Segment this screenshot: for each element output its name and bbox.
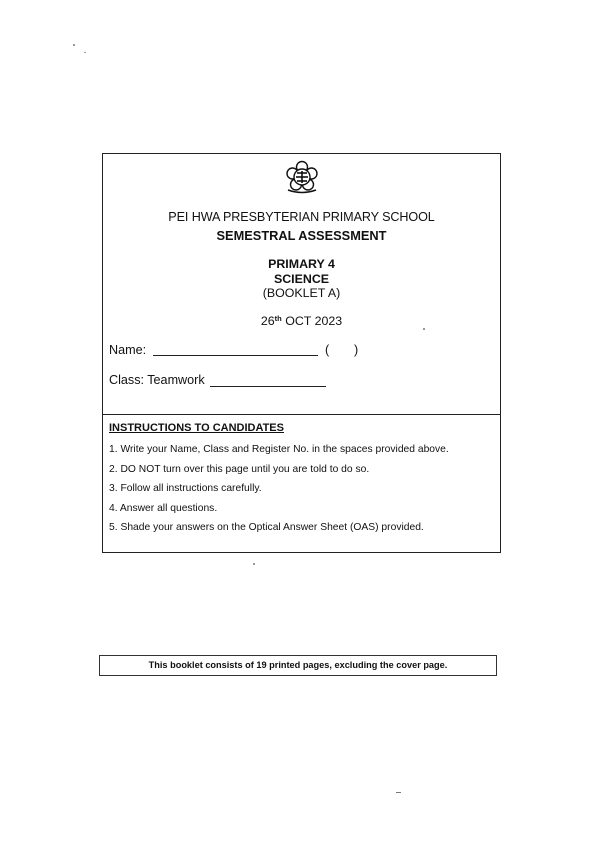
school-name: PEI HWA PRESBYTERIAN PRIMARY SCHOOL <box>168 210 435 224</box>
date-day: 26 <box>260 314 275 328</box>
scan-speck <box>396 792 401 793</box>
instruction-item: 5. Shade your answers on the Optical Answer Sheet (OAS) provided. <box>109 522 424 534</box>
scan-speck <box>73 44 75 46</box>
instructions-list <box>109 444 449 542</box>
name-field[interactable] <box>153 355 318 356</box>
date-month-year: OCT 2023 <box>281 314 343 328</box>
assessment-title: SEMESTRAL ASSESSMENT <box>216 228 387 243</box>
level-label: PRIMARY 4 <box>268 257 335 271</box>
date-suffix: th <box>274 314 282 323</box>
class-field[interactable] <box>210 386 326 387</box>
page-count-note: This booklet consists of 19 printed pages, excluding the cover page. <box>99 655 497 676</box>
section-divider <box>102 414 501 415</box>
scan-speck <box>84 52 86 53</box>
instruction-item: 1. Write your Name, Class and Register No. in the spaces provided above. <box>109 444 449 455</box>
class-label: Class: Teamwork <box>109 373 205 387</box>
register-open-paren: ( <box>325 343 330 357</box>
level-subject <box>102 257 501 286</box>
name-label: Name: <box>109 343 147 357</box>
subject-label: SCIENCE <box>273 271 330 286</box>
register-close-paren: ) <box>354 343 359 357</box>
school-crest-logo <box>285 160 319 194</box>
instruction-item: 4. Answer all questions. <box>109 502 218 514</box>
instructions-title: INSTRUCTIONS TO CANDIDATES <box>109 422 284 434</box>
booklet-label: (BOOKLET A) <box>262 286 341 300</box>
instruction-item: 2. DO NOT turn over this page until you are told to do so. <box>109 463 370 475</box>
instruction-item: 3. Follow all instructions carefully. <box>109 483 262 495</box>
exam-date <box>102 314 501 328</box>
scan-speck <box>253 563 255 565</box>
